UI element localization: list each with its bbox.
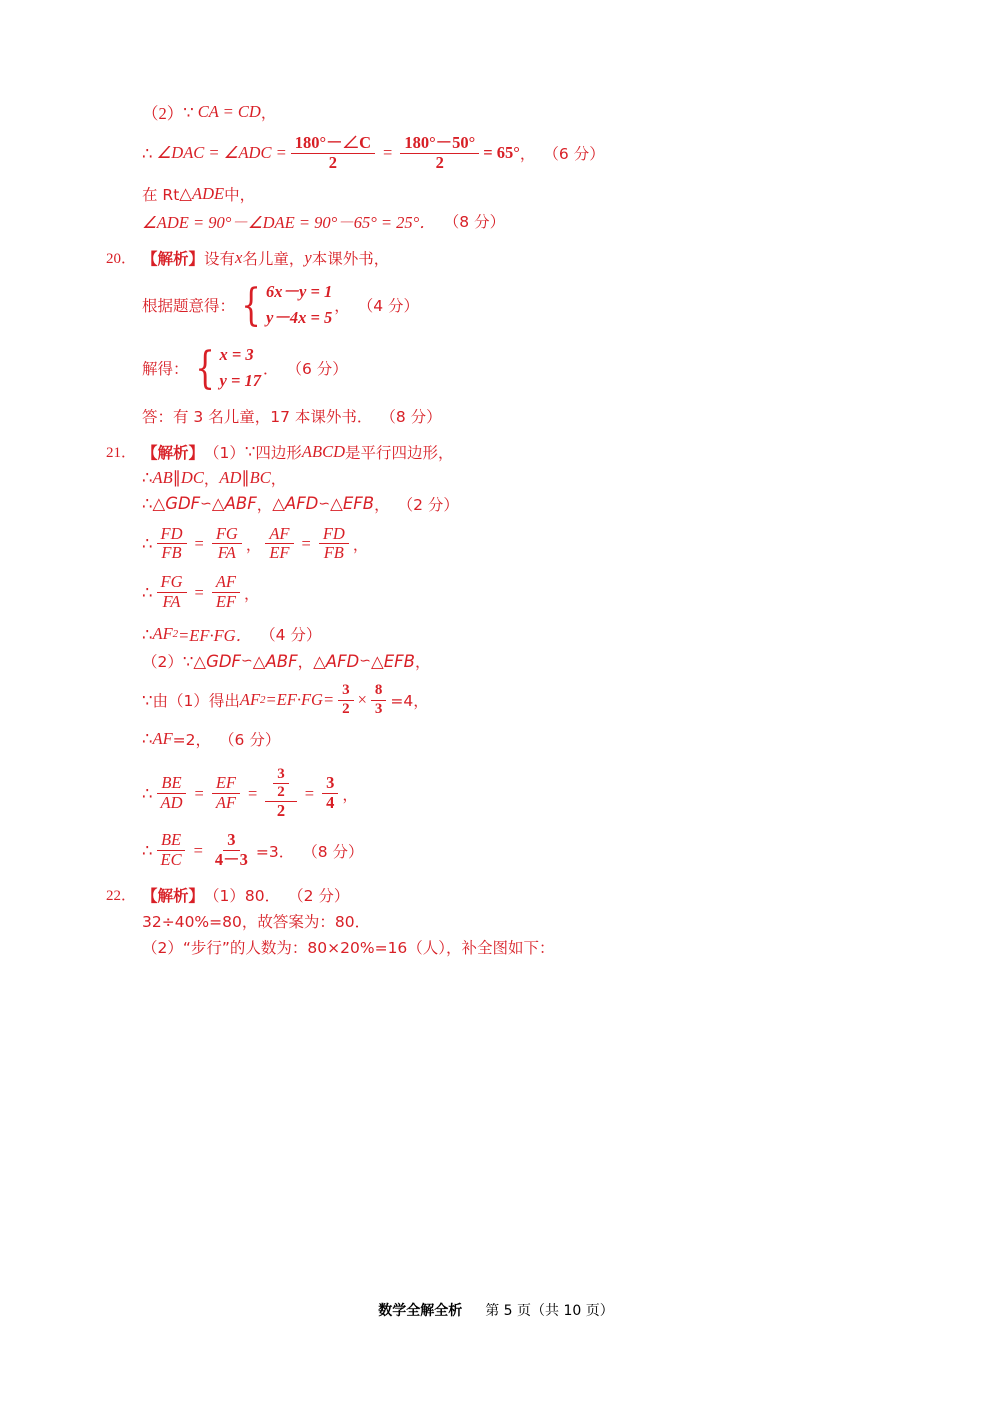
q21-comma-2: ， bbox=[270, 469, 287, 488]
fraction-fg-fa-2 bbox=[157, 573, 187, 612]
q21-line11 bbox=[142, 831, 910, 870]
q21-quad-name: ABCD bbox=[301, 441, 345, 461]
q22-calc: 32÷40%=80，故答案为：80． bbox=[142, 913, 371, 932]
solution-20 bbox=[90, 247, 910, 427]
similar-symbol-2: ∽ bbox=[318, 495, 331, 512]
similar-symbol-3: ∽ bbox=[241, 653, 253, 670]
equals-3: = bbox=[301, 533, 311, 553]
q21-quad-cn: 四边形 bbox=[255, 443, 302, 462]
fraction-1-denominator: 2 bbox=[328, 152, 337, 172]
q21-part2-label: （2） bbox=[142, 653, 183, 672]
fraction-be-ec-denominator: EC bbox=[160, 850, 182, 870]
q20-comma: ， bbox=[334, 297, 350, 316]
q22-line1 bbox=[142, 884, 910, 906]
therefore-symbol-2: ∴ bbox=[142, 468, 153, 487]
q21-comma-1: ， bbox=[203, 469, 220, 488]
fraction-3-4 bbox=[322, 774, 338, 813]
fraction-nested-denominator: 2 bbox=[276, 801, 286, 821]
fraction-af-ef-2-numerator: AF bbox=[212, 573, 240, 593]
q22-line2 bbox=[142, 910, 910, 932]
times-symbol: × bbox=[357, 690, 367, 710]
q20-line4 bbox=[142, 405, 910, 427]
q21-comma-10: ， bbox=[342, 785, 358, 804]
q21-final-value: =3． bbox=[255, 842, 295, 861]
q20-system1-row2: y－4x = 5 bbox=[266, 308, 333, 328]
q20-var-x: x bbox=[235, 247, 243, 267]
q19-line1 bbox=[142, 100, 910, 124]
q21-seg-ad: AD bbox=[219, 467, 242, 487]
fraction-nested bbox=[265, 766, 297, 821]
equation-system-1 bbox=[237, 279, 332, 332]
fraction-1 bbox=[291, 134, 375, 173]
q21-line3 bbox=[142, 493, 910, 515]
q20-system-label: 根据题意得： bbox=[142, 297, 236, 316]
fraction-8-3-denominator: 3 bbox=[374, 700, 383, 717]
fraction-af-ef-2 bbox=[212, 573, 240, 612]
page-footer bbox=[0, 1300, 992, 1320]
therefore-symbol-9: ∴ bbox=[142, 841, 153, 861]
fraction-3-2-numerator: 3 bbox=[338, 682, 354, 700]
q19-line2 bbox=[142, 134, 910, 173]
fraction-fg-fa-2-denominator: FA bbox=[162, 592, 181, 612]
fraction-fd-fb-denominator: FB bbox=[161, 543, 182, 563]
because-symbol: ∵ bbox=[183, 102, 194, 122]
q20-line2 bbox=[142, 279, 910, 332]
therefore-symbol-8: ∴ bbox=[142, 784, 153, 804]
q19-final-eq: ∠ADE = 90°－∠DAE = 90°－65° = 25°． bbox=[142, 212, 436, 232]
fraction-be-ad bbox=[157, 774, 187, 813]
q21-tri-abf: △ABF bbox=[211, 494, 257, 513]
q20-line3 bbox=[142, 342, 910, 395]
fraction-fd-fb bbox=[157, 525, 187, 564]
q22-number: 22． bbox=[105, 888, 136, 905]
fraction-3-2-denominator: 2 bbox=[342, 700, 350, 717]
q21-tri-afd-2: △AFD bbox=[313, 651, 360, 671]
therefore-symbol-5: ∴ bbox=[142, 583, 153, 603]
q21-quad-cn2: 是平行四边形， bbox=[345, 443, 454, 462]
q21-number: 21． bbox=[105, 444, 136, 461]
therefore-symbol-6: ∴ bbox=[142, 624, 153, 644]
q21-comma-6: ， bbox=[352, 535, 369, 554]
q20-score-6: （6 分） bbox=[286, 360, 348, 379]
fraction-3-4-numerator: 3 bbox=[322, 774, 338, 794]
q21-from-part1: 由（1）得出 bbox=[152, 692, 240, 711]
q20-var-y: y bbox=[304, 247, 312, 267]
parallel-symbol-2: ∥ bbox=[241, 468, 250, 487]
q21-af-3: AF bbox=[152, 728, 173, 748]
fraction-be-ad-numerator: BE bbox=[157, 774, 185, 794]
q21-comma-9: ， bbox=[414, 653, 431, 672]
fraction-af-ef-2-denominator: EF bbox=[215, 592, 236, 612]
solution-22 bbox=[90, 884, 910, 958]
q21-line8 bbox=[142, 682, 910, 718]
fraction-nested-inner-numerator: 3 bbox=[273, 766, 289, 784]
q19-angle-eq: ∠DAC = ∠ADC = bbox=[156, 143, 287, 163]
fraction-be-ad-denominator: AD bbox=[160, 793, 183, 813]
fraction-1-numerator: 180°－∠C bbox=[291, 134, 375, 154]
fraction-fd-fb-numerator: FD bbox=[157, 525, 187, 545]
q22-part1-label: （1） bbox=[204, 887, 245, 906]
fraction-af-ef-denominator: EF bbox=[269, 543, 290, 563]
equals-7: = bbox=[304, 783, 315, 803]
q21-score-8: （8 分） bbox=[302, 842, 364, 861]
triangle-icon: △ bbox=[179, 184, 192, 204]
solution-21 bbox=[90, 441, 910, 871]
q21-line1 bbox=[142, 441, 910, 463]
q20-line1 bbox=[142, 247, 910, 269]
fraction-3-over-4minus3 bbox=[211, 831, 252, 870]
q19-rt-prefix: 在 Rt bbox=[142, 185, 180, 204]
equals-2: = bbox=[194, 533, 204, 553]
q19-rt-suffix: 中， bbox=[224, 185, 256, 204]
footer-page-number: 第 5 页（共 10 页） bbox=[485, 1303, 614, 1319]
q19-line3 bbox=[142, 183, 910, 205]
q21-score-2: （2 分） bbox=[397, 495, 459, 514]
equals-1: = bbox=[383, 143, 393, 163]
q22-score-2: （2 分） bbox=[288, 887, 350, 906]
q20-period: ． bbox=[263, 360, 279, 379]
q20-system2-row2: y = 17 bbox=[219, 371, 261, 391]
q19-result: = 65° bbox=[483, 143, 520, 163]
q20-number: 20． bbox=[105, 250, 136, 267]
q21-af-product-2: =EF·FG= bbox=[265, 690, 335, 710]
q21-tri-gdf: △GDF bbox=[152, 494, 201, 513]
because-symbol-3: ∵ bbox=[182, 651, 194, 671]
q20-setup-c: 本课外书， bbox=[311, 249, 390, 268]
fraction-2-numerator: 180°－50° bbox=[400, 134, 479, 154]
therefore-symbol: ∴ bbox=[142, 143, 153, 163]
q21-score-4: （4 分） bbox=[260, 626, 322, 645]
q21-comma-8: ， bbox=[297, 653, 314, 672]
q19-comma: ， bbox=[260, 104, 277, 122]
q21-line10 bbox=[142, 766, 910, 821]
q21-seg-dc: DC bbox=[180, 467, 204, 487]
q21-seg-ab: AB bbox=[152, 467, 173, 487]
equals-6: = bbox=[247, 783, 258, 803]
q21-line5 bbox=[142, 573, 910, 612]
q19-score-6: （6 分） bbox=[543, 145, 605, 164]
therefore-symbol-4: ∴ bbox=[142, 534, 153, 554]
fraction-nested-inner-denominator: 2 bbox=[277, 784, 285, 801]
fraction-3-over-4minus3-numerator: 3 bbox=[223, 831, 239, 851]
q21-line4 bbox=[142, 525, 910, 564]
fraction-ef-af bbox=[212, 774, 240, 813]
fraction-be-ec-numerator: BE bbox=[157, 831, 185, 851]
q21-tri-efb-2: △EFB bbox=[371, 651, 415, 671]
q21-score-6: （6 分） bbox=[219, 730, 281, 749]
because-symbol-2: ∵ bbox=[244, 442, 256, 461]
q21-line9 bbox=[142, 728, 910, 750]
q21-comma-7: ， bbox=[243, 584, 260, 603]
q22-analysis-tag: 【解析】 bbox=[142, 887, 205, 906]
q22-part1-value: 80． bbox=[244, 887, 281, 906]
q20-setup-b: 名儿童， bbox=[242, 249, 305, 268]
left-brace: { bbox=[241, 279, 261, 331]
left-brace-2: { bbox=[194, 342, 215, 394]
equals-5: = bbox=[194, 783, 204, 803]
q20-setup-a: 设有 bbox=[204, 249, 236, 268]
therefore-symbol-7: ∴ bbox=[142, 729, 153, 749]
q19-part-label: （2） bbox=[142, 104, 184, 123]
fraction-fg-fa-denominator: FA bbox=[217, 543, 236, 563]
q19-score-8: （8 分） bbox=[443, 212, 506, 231]
q22-part2: （2）“步行”的人数为：80×20%=16（人），补全图如下： bbox=[142, 939, 555, 958]
q21-line2 bbox=[142, 467, 910, 489]
q21-tri-abf-2: △ABF bbox=[252, 651, 298, 671]
q21-comma-3: ， bbox=[256, 495, 273, 514]
fraction-fg-fa bbox=[212, 525, 242, 564]
equation-system-2 bbox=[191, 342, 261, 395]
q22-line3 bbox=[142, 936, 910, 958]
fraction-3-4-denominator: 4 bbox=[326, 793, 335, 813]
fraction-2-denominator: 2 bbox=[435, 152, 444, 172]
solutions-body bbox=[90, 100, 910, 962]
q19-triangle-name: ADE bbox=[191, 183, 225, 203]
q19-comma-2: ， bbox=[519, 145, 536, 164]
q21-af-product: =EF·FG． bbox=[178, 626, 253, 646]
fraction-nested-numerator bbox=[265, 766, 297, 803]
q21-af-2: AF bbox=[239, 690, 261, 710]
q20-system1-row1: 6x－y = 1 bbox=[266, 281, 333, 301]
fraction-ef-af-numerator: EF bbox=[212, 774, 240, 794]
fraction-8-3 bbox=[371, 682, 387, 718]
fraction-fg-fa-2-numerator: FG bbox=[157, 573, 187, 593]
solution-19-continued bbox=[90, 100, 910, 233]
q21-comma-4: ， bbox=[374, 495, 390, 514]
q21-af: AF bbox=[152, 624, 173, 644]
parallel-symbol-1: ∥ bbox=[172, 468, 181, 487]
q21-af-value: =2， bbox=[172, 730, 212, 749]
q20-score-8: （8 分） bbox=[380, 407, 442, 426]
fraction-be-ec bbox=[157, 831, 186, 870]
q21-analysis-tag: 【解析】 bbox=[142, 443, 205, 462]
q21-result-4: =4， bbox=[390, 692, 429, 711]
similar-symbol-1: ∽ bbox=[200, 495, 212, 512]
q21-line7 bbox=[142, 650, 910, 672]
equals-8: = bbox=[193, 840, 203, 860]
fraction-3-2 bbox=[338, 682, 354, 718]
q21-seg-bc: BC bbox=[249, 467, 271, 487]
q19-eq: CA = CD bbox=[197, 102, 261, 121]
q21-part1-label: （1） bbox=[204, 443, 245, 462]
fraction-fd-fb-2 bbox=[319, 525, 349, 564]
fraction-fg-fa-numerator: FG bbox=[212, 525, 242, 545]
fraction-fd-fb-2-denominator: FB bbox=[323, 543, 344, 563]
q20-score-4: （4 分） bbox=[357, 297, 420, 316]
footer-title: 数学全解全析 bbox=[378, 1303, 463, 1319]
similar-symbol-4: ∽ bbox=[359, 653, 372, 670]
fraction-3-over-4minus3-denominator: 4－3 bbox=[214, 850, 248, 870]
fraction-2 bbox=[400, 134, 479, 173]
q20-system2-row1: x = 3 bbox=[219, 344, 254, 364]
fraction-af-ef-numerator: AF bbox=[265, 525, 293, 545]
fraction-ef-af-denominator: AF bbox=[215, 793, 236, 813]
fraction-fd-fb-2-numerator: FD bbox=[319, 525, 349, 545]
because-symbol-4: ∵ bbox=[142, 690, 153, 710]
fraction-nested-inner bbox=[273, 766, 289, 802]
q21-tri-efb: △EFB bbox=[330, 494, 375, 513]
equals-4: = bbox=[194, 582, 204, 602]
q21-af-exponent: 2 bbox=[172, 628, 179, 641]
q19-line4 bbox=[142, 209, 910, 233]
q21-af-exponent-2: 2 bbox=[260, 694, 266, 707]
therefore-symbol-3: ∴ bbox=[142, 494, 153, 513]
q21-tri-gdf-2: △GDF bbox=[193, 651, 242, 671]
q20-analysis-tag: 【解析】 bbox=[142, 249, 205, 268]
q21-tri-afd: △AFD bbox=[272, 494, 319, 513]
fraction-8-3-numerator: 8 bbox=[371, 682, 387, 700]
q20-solve-label: 解得： bbox=[142, 360, 189, 379]
fraction-af-ef bbox=[265, 525, 293, 564]
q20-answer: 答：有 3 名儿童，17 本课外书． bbox=[142, 407, 373, 426]
q21-line6 bbox=[142, 622, 910, 646]
q21-comma-5: ， bbox=[245, 535, 262, 554]
